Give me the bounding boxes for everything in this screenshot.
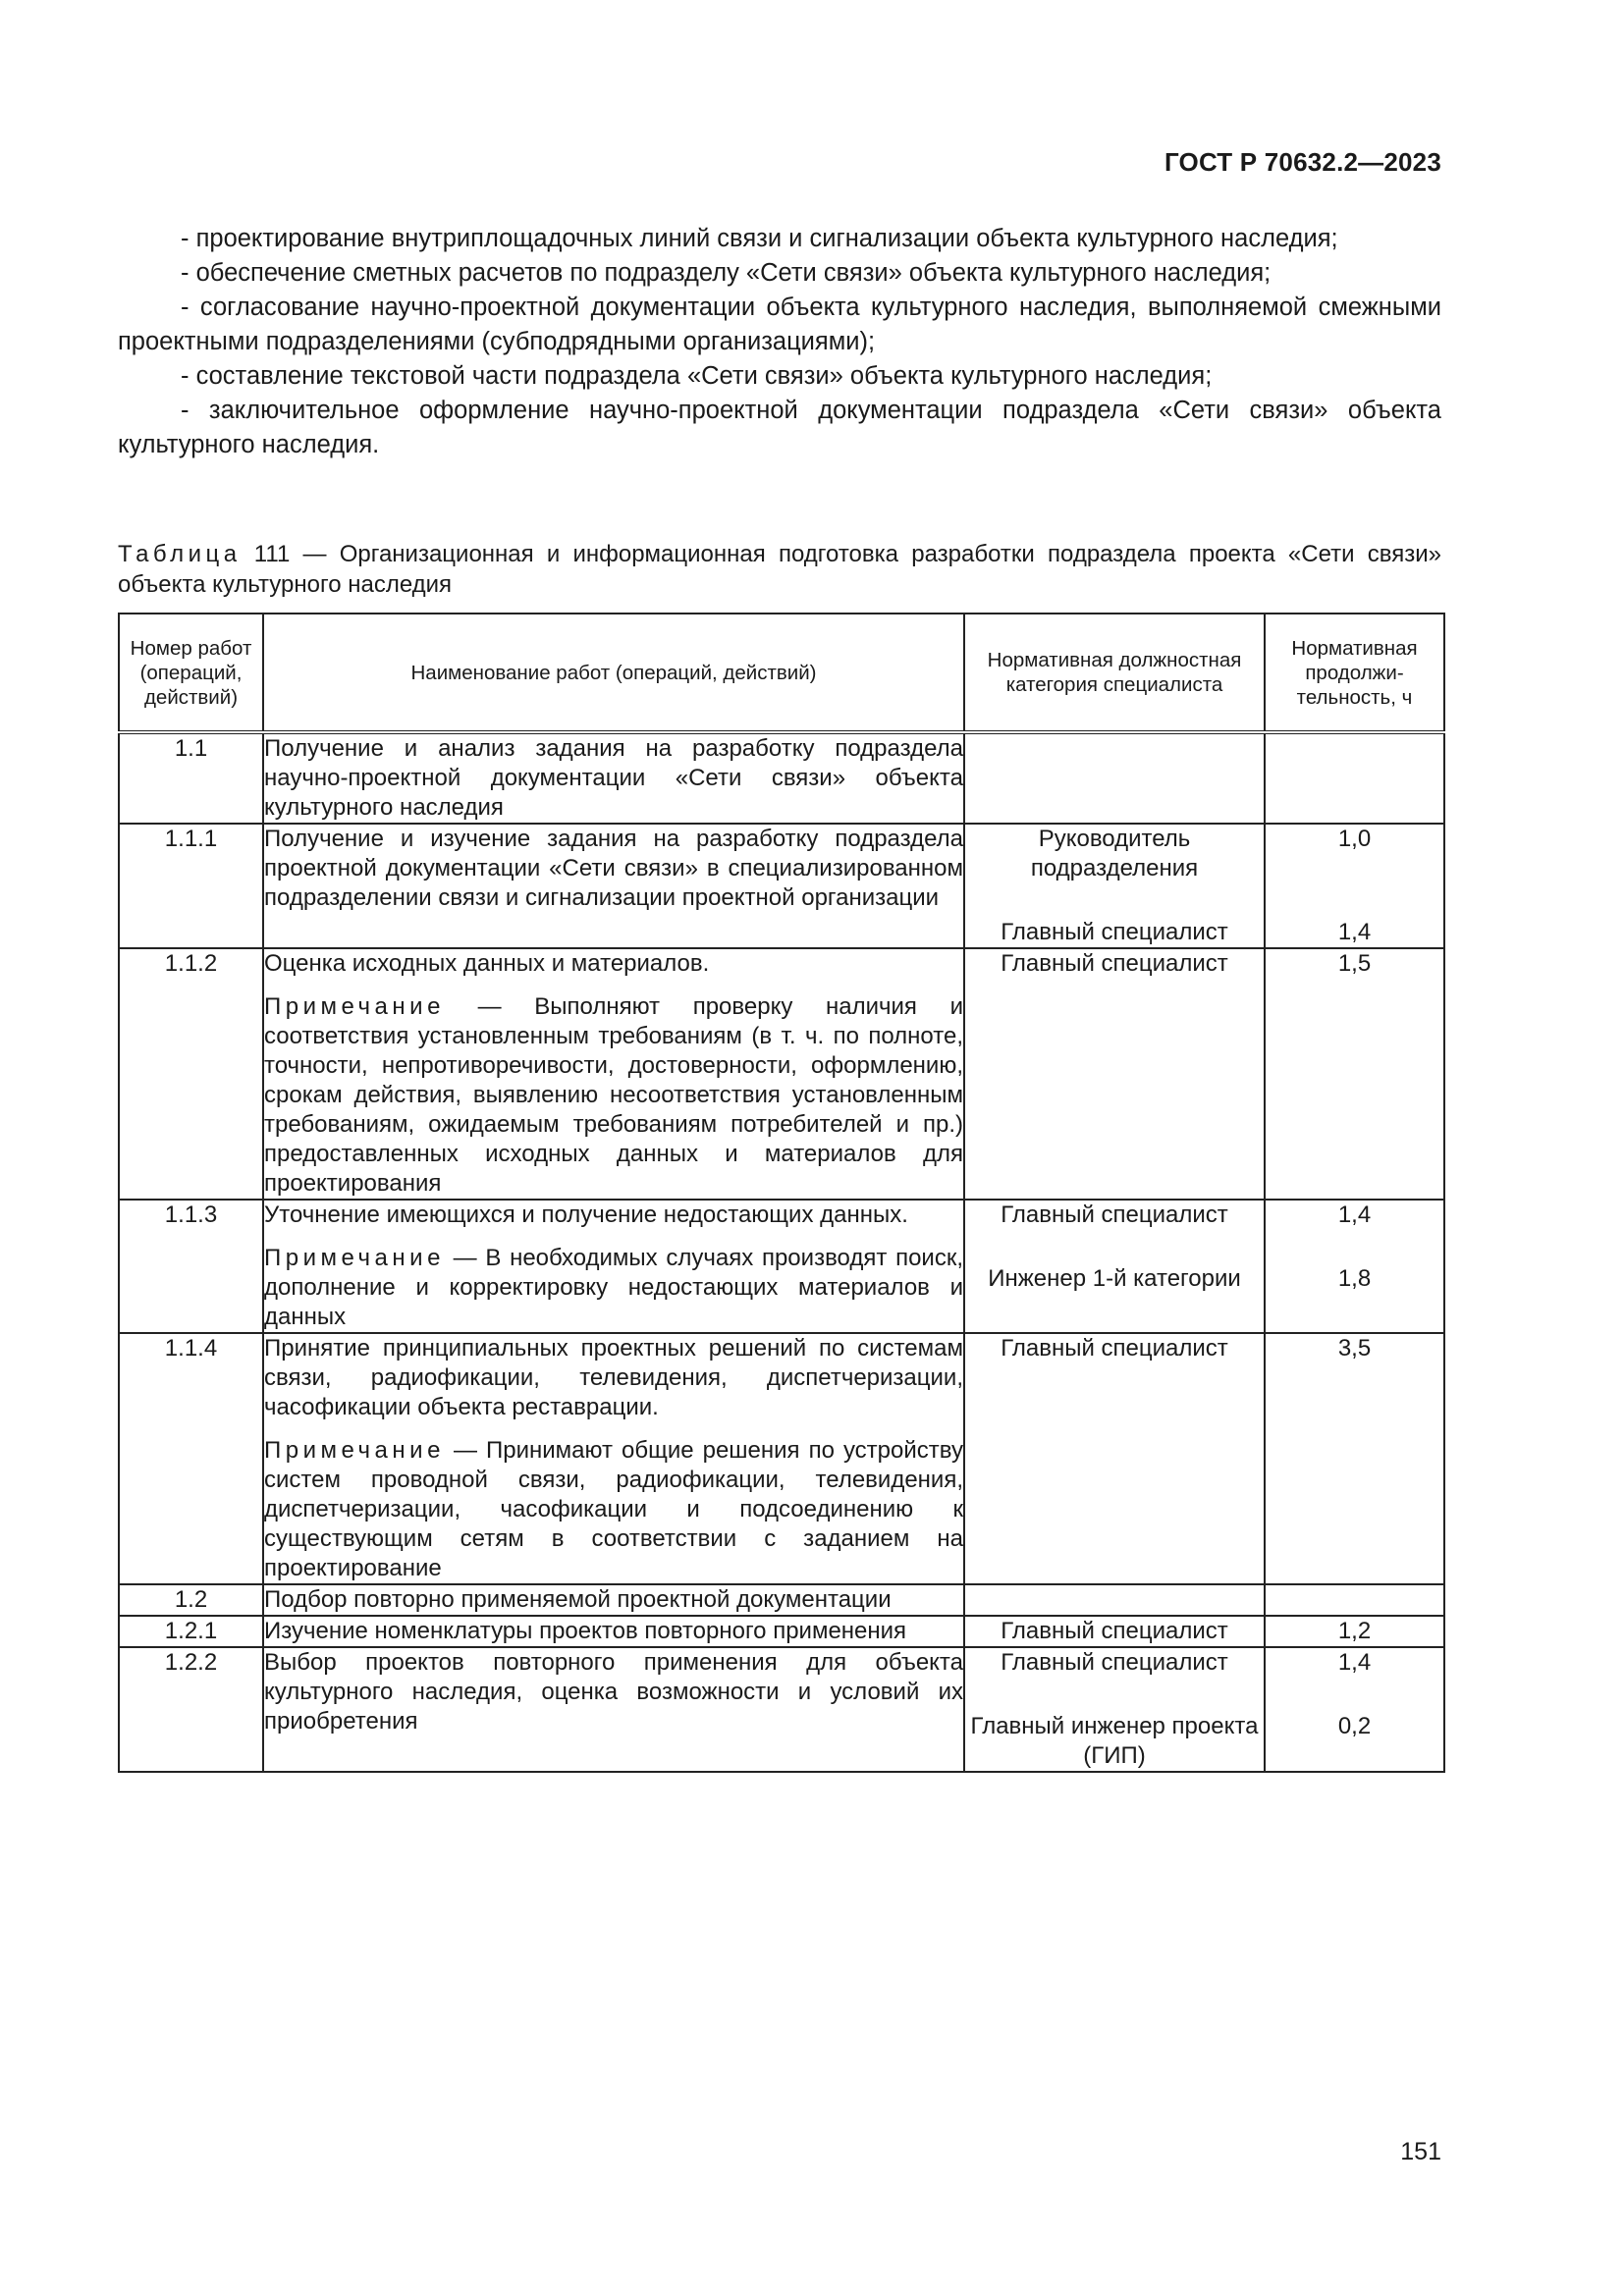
work-note (264, 1436, 963, 1583)
duration-value: 1,0 (1337, 826, 1372, 852)
row-work-name (263, 824, 964, 948)
table-caption-label: Таблица (118, 541, 242, 567)
table-row (119, 1333, 1444, 1584)
row-work-name (263, 1616, 964, 1647)
row-work-name (263, 1647, 964, 1772)
duration-value: 3,5 (1337, 1335, 1372, 1362)
intro-item: - заключительное оформление научно-проектной документации подраздела «Сети связи» объекта культурного наследия. (118, 397, 1441, 458)
row-category (964, 1647, 1265, 1772)
specialist-category: Главный инженер проекта (ГИП) (970, 1713, 1259, 1769)
duration-value: 0,2 (1337, 1713, 1372, 1739)
table-body (119, 732, 1444, 1772)
row-number: 1.2.1 (119, 1616, 263, 1647)
duration-value: 1,4 (1337, 919, 1372, 945)
page-number: 151 (1400, 2138, 1441, 2165)
work-name-text: Получение и изучение задания на разработку подраздела проектной документации «Сети связи» в специализированном подразделении связи и сигнализации проектной организации (264, 826, 963, 911)
row-category (964, 1200, 1265, 1333)
row-number: 1.2 (119, 1584, 263, 1616)
intro-list (118, 222, 1441, 462)
row-duration (1265, 732, 1444, 824)
note-text: — Выполняют проверку наличия и соответствия установленным требованиям (в т. ч. по полноте, точности, непротиворечивости, достоверности, оформлению, срокам действия, выявлению несоответствия установленным требованиям, ожидаемым требованиям потребителей и пр.) предоставленных исходных данных и материалов для проектирования (264, 993, 963, 1197)
specialist-category: Главный специалист (1001, 1201, 1228, 1228)
document-code: ГОСТ Р 70632.2—2023 (1164, 147, 1441, 177)
row-number: 1.1.2 (119, 948, 263, 1200)
table-row (119, 732, 1444, 824)
work-name-text: Подбор повторно применяемой проектной документации (264, 1586, 892, 1613)
duration-value: 1,4 (1337, 1201, 1372, 1228)
row-duration (1265, 948, 1444, 1200)
work-note (264, 992, 963, 1199)
specialist-category: Руководитель подразделения (1030, 826, 1199, 881)
specialist-category: Главный специалист (1001, 919, 1228, 945)
intro-item: - обеспечение сметных расчетов по подразделу «Сети связи» объекта культурного наследия; (181, 259, 1272, 287)
row-work-name (263, 732, 964, 824)
row-work-name (263, 1200, 964, 1333)
row-duration (1265, 1200, 1444, 1333)
note-text: — В необходимых случаях производят поиск, дополнение и корректировку недостающих материалов и данных (264, 1245, 963, 1330)
row-number: 1.1 (119, 732, 263, 824)
row-duration (1265, 1584, 1444, 1616)
specialist-category: Главный специалист (1001, 1649, 1228, 1676)
table-row (119, 1647, 1444, 1772)
work-note (264, 1244, 963, 1332)
table-row (119, 1616, 1444, 1647)
work-name-text: Выбор проектов повторного применения для объекта культурного наследия, оценка возможности и условий их приобретения (264, 1649, 963, 1735)
header-name: Наименование работ (операций, действий) (263, 614, 964, 732)
intro-item: - проектирование внутриплощадочных линий связи и сигнализации объекта культурного наследия; (181, 225, 1338, 252)
specialist-category: Главный специалист (1001, 1335, 1228, 1362)
row-duration (1265, 1647, 1444, 1772)
row-number: 1.1.4 (119, 1333, 263, 1584)
row-work-name (263, 1333, 964, 1584)
row-number: 1.1.3 (119, 1200, 263, 1333)
note-label: Примечание (264, 1437, 445, 1464)
note-text: — Принимают общие решения по устройству систем проводной связи, радиофикации, телевидения, диспетчеризации, часофикации и подсоединению к существующим сетям в соответствии с заданием на проектирование (264, 1437, 963, 1581)
row-duration (1265, 1616, 1444, 1647)
table-caption-text: 111 — Организационная и информационная подготовка разработки подраздела проекта «Сети связи» объекта культурного наследия (118, 541, 1441, 598)
row-number: 1.2.2 (119, 1647, 263, 1772)
work-name-text: Изучение номенклатуры проектов повторного применения (264, 1618, 907, 1644)
row-work-name (263, 948, 964, 1200)
specialist-category: Инженер 1-й категории (988, 1265, 1241, 1292)
work-name-text: Оценка исходных данных и материалов. (264, 950, 710, 977)
work-name-text: Принятие принципиальных проектных решений по системам связи, радиофикации, телевидения, диспетчеризации, часофикации объекта реставрации. (264, 1335, 963, 1420)
header-category: Нормативная должностная категория специалиста (964, 614, 1265, 732)
table-row (119, 1200, 1444, 1333)
note-label: Примечание (264, 993, 445, 1020)
work-name-text: Получение и анализ задания на разработку подраздела научно-проектной документации «Сети связи» объекта культурного наследия (264, 735, 963, 821)
header-number: Номер работ (операций, действий) (119, 614, 263, 732)
row-category (964, 948, 1265, 1200)
row-category (964, 1616, 1265, 1647)
intro-item: - составление текстовой части подраздела «Сети связи» объекта культурного наследия; (181, 362, 1213, 390)
duration-value: 1,5 (1337, 950, 1372, 977)
row-work-name (263, 1584, 964, 1616)
table-row (119, 1584, 1444, 1616)
row-duration (1265, 1333, 1444, 1584)
intro-item: - согласование научно-проектной документации объекта культурного наследия, выполняемой смежными проектными подразделениями (субподрядными организациями); (118, 294, 1441, 355)
table-header-row (119, 614, 1444, 732)
work-name-text: Уточнение имеющихся и получение недостающих данных. (264, 1201, 908, 1228)
row-category (964, 732, 1265, 824)
specialist-category: Главный специалист (1001, 1618, 1228, 1644)
work-table (118, 613, 1445, 1773)
duration-value: 1,2 (1337, 1618, 1372, 1644)
table-row (119, 824, 1444, 948)
row-duration (1265, 824, 1444, 948)
duration-value: 1,4 (1337, 1649, 1372, 1676)
row-category (964, 1584, 1265, 1616)
row-number: 1.1.1 (119, 824, 263, 948)
table-row (119, 948, 1444, 1200)
header-duration: Нормативная продолжи-тельность, ч (1265, 614, 1444, 732)
table-caption (118, 539, 1441, 600)
row-category (964, 1333, 1265, 1584)
duration-value: 1,8 (1337, 1265, 1372, 1292)
note-label: Примечание (264, 1245, 445, 1271)
specialist-category: Главный специалист (1001, 950, 1228, 977)
row-category (964, 824, 1265, 948)
